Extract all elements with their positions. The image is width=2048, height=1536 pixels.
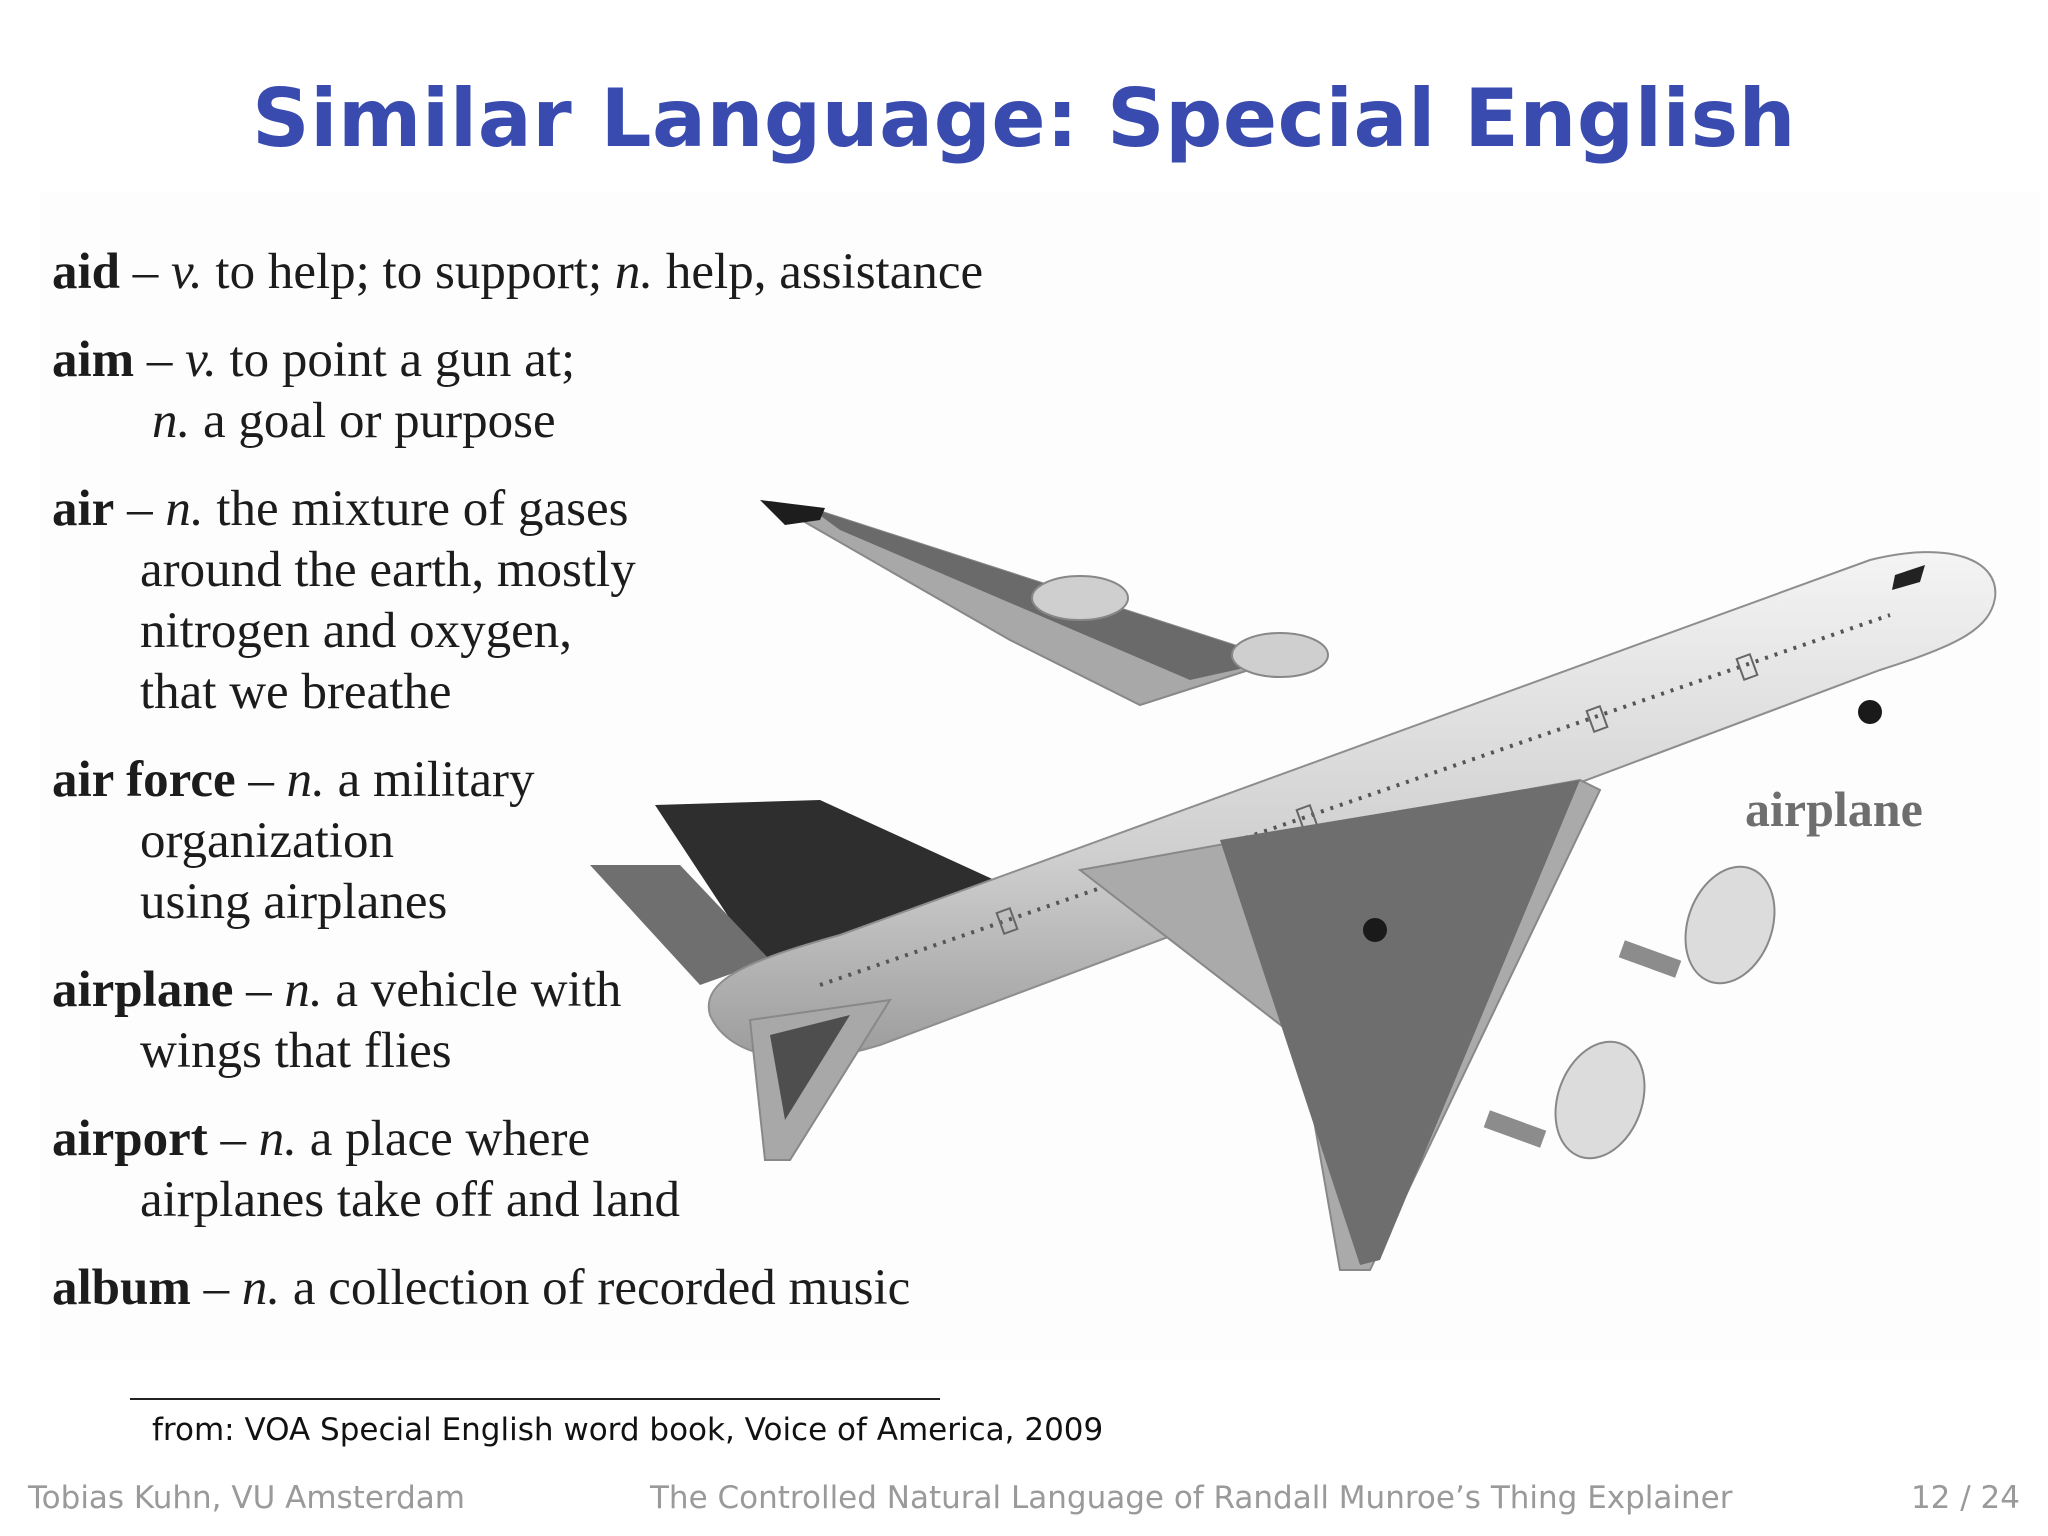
definition-text: to point a gun at;	[216, 332, 576, 388]
part-of-speech: n.	[614, 244, 654, 300]
definition-text: –	[114, 481, 166, 537]
part-of-speech: n.	[241, 1260, 281, 1316]
part-of-speech: v.	[171, 244, 203, 300]
entry-headword: air	[52, 481, 115, 537]
definition-text: around the earth, mostly	[140, 542, 636, 598]
footer-page-number: 12 / 24	[1910, 1480, 2020, 1516]
slide-title: Similar Language: Special English	[251, 72, 1797, 165]
definition-text: a goal or purpose	[190, 393, 556, 449]
definition-text: a military	[324, 752, 535, 808]
definition-text: a collection of recorded music	[280, 1260, 911, 1316]
definition-text: –	[190, 1260, 242, 1316]
entry-continuation-line	[52, 391, 1152, 452]
dictionary-entry	[52, 242, 1152, 303]
entry-headword: airplane	[52, 962, 234, 1018]
picture-label: airplane	[1745, 781, 1923, 837]
footnote-rule	[130, 1398, 940, 1400]
definition-text: nitrogen and oxygen,	[140, 603, 572, 659]
definition-text: the mixture of gases	[203, 481, 629, 537]
footer-talk-title: The Controlled Natural Language of Randall Munroe’s Thing Explainer	[650, 1480, 1733, 1516]
definition-text: that we breathe	[140, 664, 452, 720]
slide-footer	[0, 1480, 2048, 1524]
entry-headword: aid	[52, 244, 121, 300]
part-of-speech: n.	[284, 962, 323, 1018]
definition-text: –	[134, 332, 186, 388]
definition-text: a vehicle with	[322, 962, 622, 1018]
definition-text: help, assistance	[653, 244, 984, 300]
definition-text: –	[120, 244, 172, 300]
footnote: from: VOA Special English word book, Voice of America, 2009	[152, 1412, 1104, 1448]
dictionary-entry	[52, 330, 1152, 452]
entry-first-line	[52, 330, 1152, 391]
definition-text: organization	[140, 813, 394, 869]
entry-headword: air force	[52, 752, 236, 808]
airplane-illustration-icon	[580, 480, 2020, 1280]
definition-text: a place where	[297, 1111, 591, 1167]
definition-text: –	[233, 962, 285, 1018]
entry-first-line	[52, 242, 1152, 303]
entry-headword: album	[52, 1260, 191, 1316]
definition-text: wings that flies	[140, 1023, 452, 1079]
entry-headword: aim	[52, 332, 135, 388]
definition-text: to help; to support;	[202, 244, 615, 300]
definition-text: –	[235, 752, 287, 808]
part-of-speech: n.	[165, 481, 204, 537]
part-of-speech: n.	[152, 393, 191, 449]
footer-author: Tobias Kuhn, VU Amsterdam	[28, 1480, 465, 1516]
entry-headword: airport	[52, 1111, 208, 1167]
definition-text: using airplanes	[140, 874, 448, 930]
part-of-speech: v.	[185, 332, 217, 388]
part-of-speech: n.	[258, 1111, 298, 1167]
part-of-speech: n.	[286, 752, 325, 808]
definition-text: airplanes take off and land	[140, 1172, 681, 1228]
definition-text: –	[207, 1111, 259, 1167]
